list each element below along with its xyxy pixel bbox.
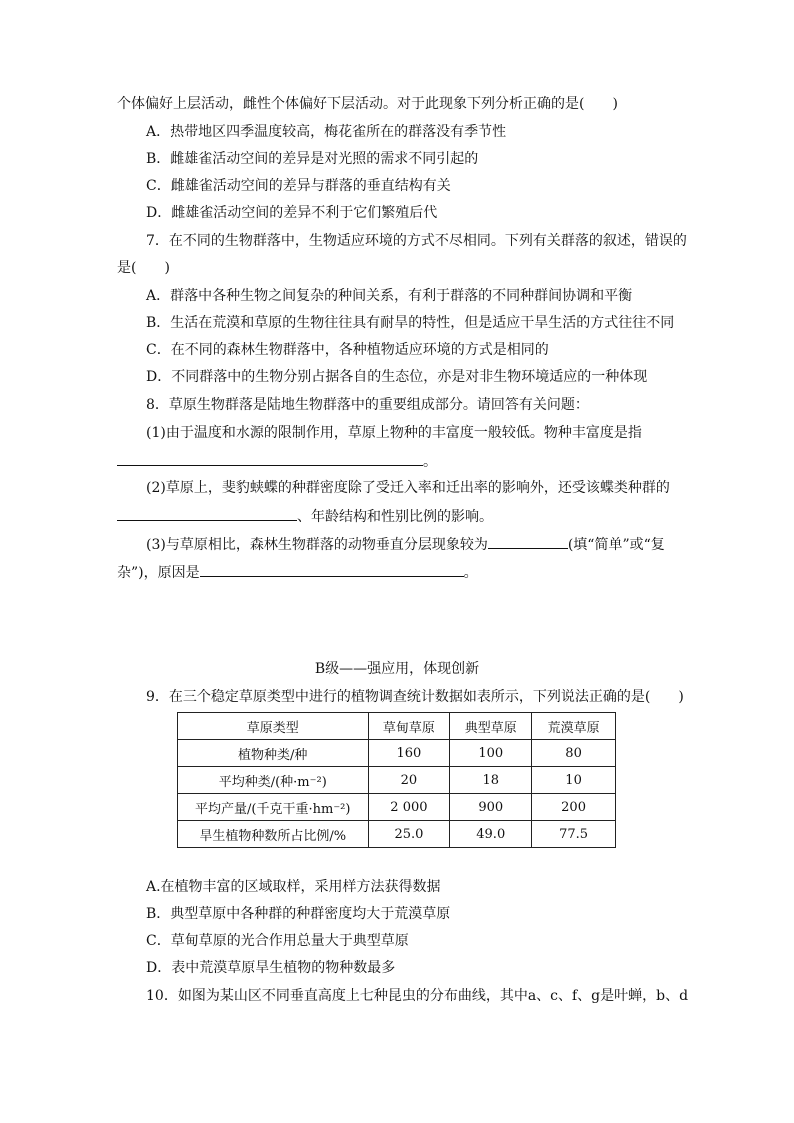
table-row (178, 794, 616, 821)
table-cell: 旱生植物种数所占比例/% (178, 821, 369, 848)
table-header-row (178, 713, 616, 740)
q9-stem: 9．在三个稳定草原类型中进行的植物调查统计数据如表所示，下列说法正确的是( ) (146, 689, 684, 705)
q7-option-c: C．在不同的森林生物群落中，各种植物适应环境的方式是相同的 (146, 342, 549, 358)
q7-stem-line1: 7．在不同的生物群落中，生物适应环境的方式不尽相同。下列有关群落的叙述，错误的 (146, 233, 687, 249)
part3-text-b: (填“简单”或“复 (567, 537, 665, 553)
part3-text-c: 杂”)，原因是 (117, 565, 200, 581)
table-cell: 80 (532, 740, 616, 767)
part3-text-a: (3)与草原相比，森林生物群落的动物垂直分层现象较为 (146, 537, 488, 553)
table-row (178, 821, 616, 848)
answer-blank[interactable] (200, 562, 464, 577)
table-row (178, 740, 616, 767)
q7-option-a: A．群落中各种生物之间复杂的种间关系，有利于群落的不同种群间协调和平衡 (146, 288, 633, 304)
q9-option-b: B．典型草原中各种群的种群密度均大于荒漠草原 (146, 906, 451, 922)
q8-part3-line2 (117, 562, 478, 582)
table-cell: 20 (368, 767, 450, 794)
q6-option-a: A．热带地区四季温度较高，梅花雀所在的群落没有季节性 (146, 124, 507, 140)
table-cell: 10 (532, 767, 616, 794)
table-header-cell: 典型草原 (450, 713, 532, 740)
table-cell: 25.0 (368, 821, 450, 848)
table-header-cell: 荒漠草原 (532, 713, 616, 740)
table-cell: 植物种类/种 (178, 740, 369, 767)
table-cell: 平均产量/(千克干重·hm⁻²) (178, 794, 369, 821)
q9-option-d: D．表中荒漠草原旱生植物的物种数最多 (146, 960, 396, 976)
q7-option-b: B．生活在荒漠和草原的生物往往具有耐旱的特性，但是适应干旱生活的方式往往不同 (146, 315, 675, 331)
q9-option-a: A.在植物丰富的区域取样，采用样方法获得数据 (146, 879, 441, 895)
answer-blank[interactable] (117, 506, 297, 521)
q8-part2-line1: (2)草原上，斐豹蛱蝶的种群密度除了受迁入率和迁出率的影响外，还受该蝶类种群的 (146, 480, 670, 496)
q8-part2-line2 (117, 506, 493, 526)
period: 。 (463, 565, 478, 581)
q8-stem: 8．草原生物群落是陆地生物群落中的重要组成部分。请回答有关问题： (146, 397, 589, 413)
q8-part1-line2 (117, 451, 437, 471)
q8-part3-line1 (146, 534, 665, 554)
table-cell: 2 000 (368, 794, 450, 821)
part2-tail: 、年龄结构和性别比例的影响。 (297, 509, 493, 525)
q7-stem-line2: 是( ) (117, 260, 170, 276)
table-cell: 160 (368, 740, 450, 767)
table-header-cell: 草甸草原 (368, 713, 450, 740)
q6-option-d: D．雌雄雀活动空间的差异不利于它们繁殖后代 (146, 205, 438, 221)
table-cell: 100 (450, 740, 532, 767)
q6-option-c: C．雌雄雀活动空间的差异与群落的垂直结构有关 (146, 178, 451, 194)
table-row (178, 767, 616, 794)
table-cell: 900 (450, 794, 532, 821)
table-cell: 18 (450, 767, 532, 794)
q8-part1-line1: (1)由于温度和水源的限制作用，草原上物种的丰富度一般较低。物种丰富度是指 (146, 425, 642, 441)
table-cell: 77.5 (532, 821, 616, 848)
q7-option-d: D．不同群落中的生物分别占据各自的生态位，亦是对非生物环境适应的一种体现 (146, 369, 648, 385)
q9-data-table (177, 712, 616, 848)
q6-intro: 个体偏好上层活动，雌性个体偏好下层活动。对于此现象下列分析正确的是( ) (117, 96, 618, 112)
q10-stem: 10．如图为某山区不同垂直高度上七种昆虫的分布曲线，其中a、c、f、g是叶蝉，b、d (146, 988, 689, 1004)
table-cell: 200 (532, 794, 616, 821)
table-header-cell: 草原类型 (178, 713, 369, 740)
answer-blank[interactable] (117, 451, 423, 466)
table-cell: 49.0 (450, 821, 532, 848)
q6-option-b: B．雌雄雀活动空间的差异是对光照的需求不同引起的 (146, 151, 479, 167)
table-cell: 平均种类/(种·m⁻²) (178, 767, 369, 794)
answer-blank[interactable] (488, 534, 568, 549)
section-b-heading: B级——强应用，体现创新 (314, 661, 480, 677)
q9-option-c: C．草甸草原的光合作用总量大于典型草原 (146, 933, 409, 949)
period: 。 (423, 454, 437, 470)
